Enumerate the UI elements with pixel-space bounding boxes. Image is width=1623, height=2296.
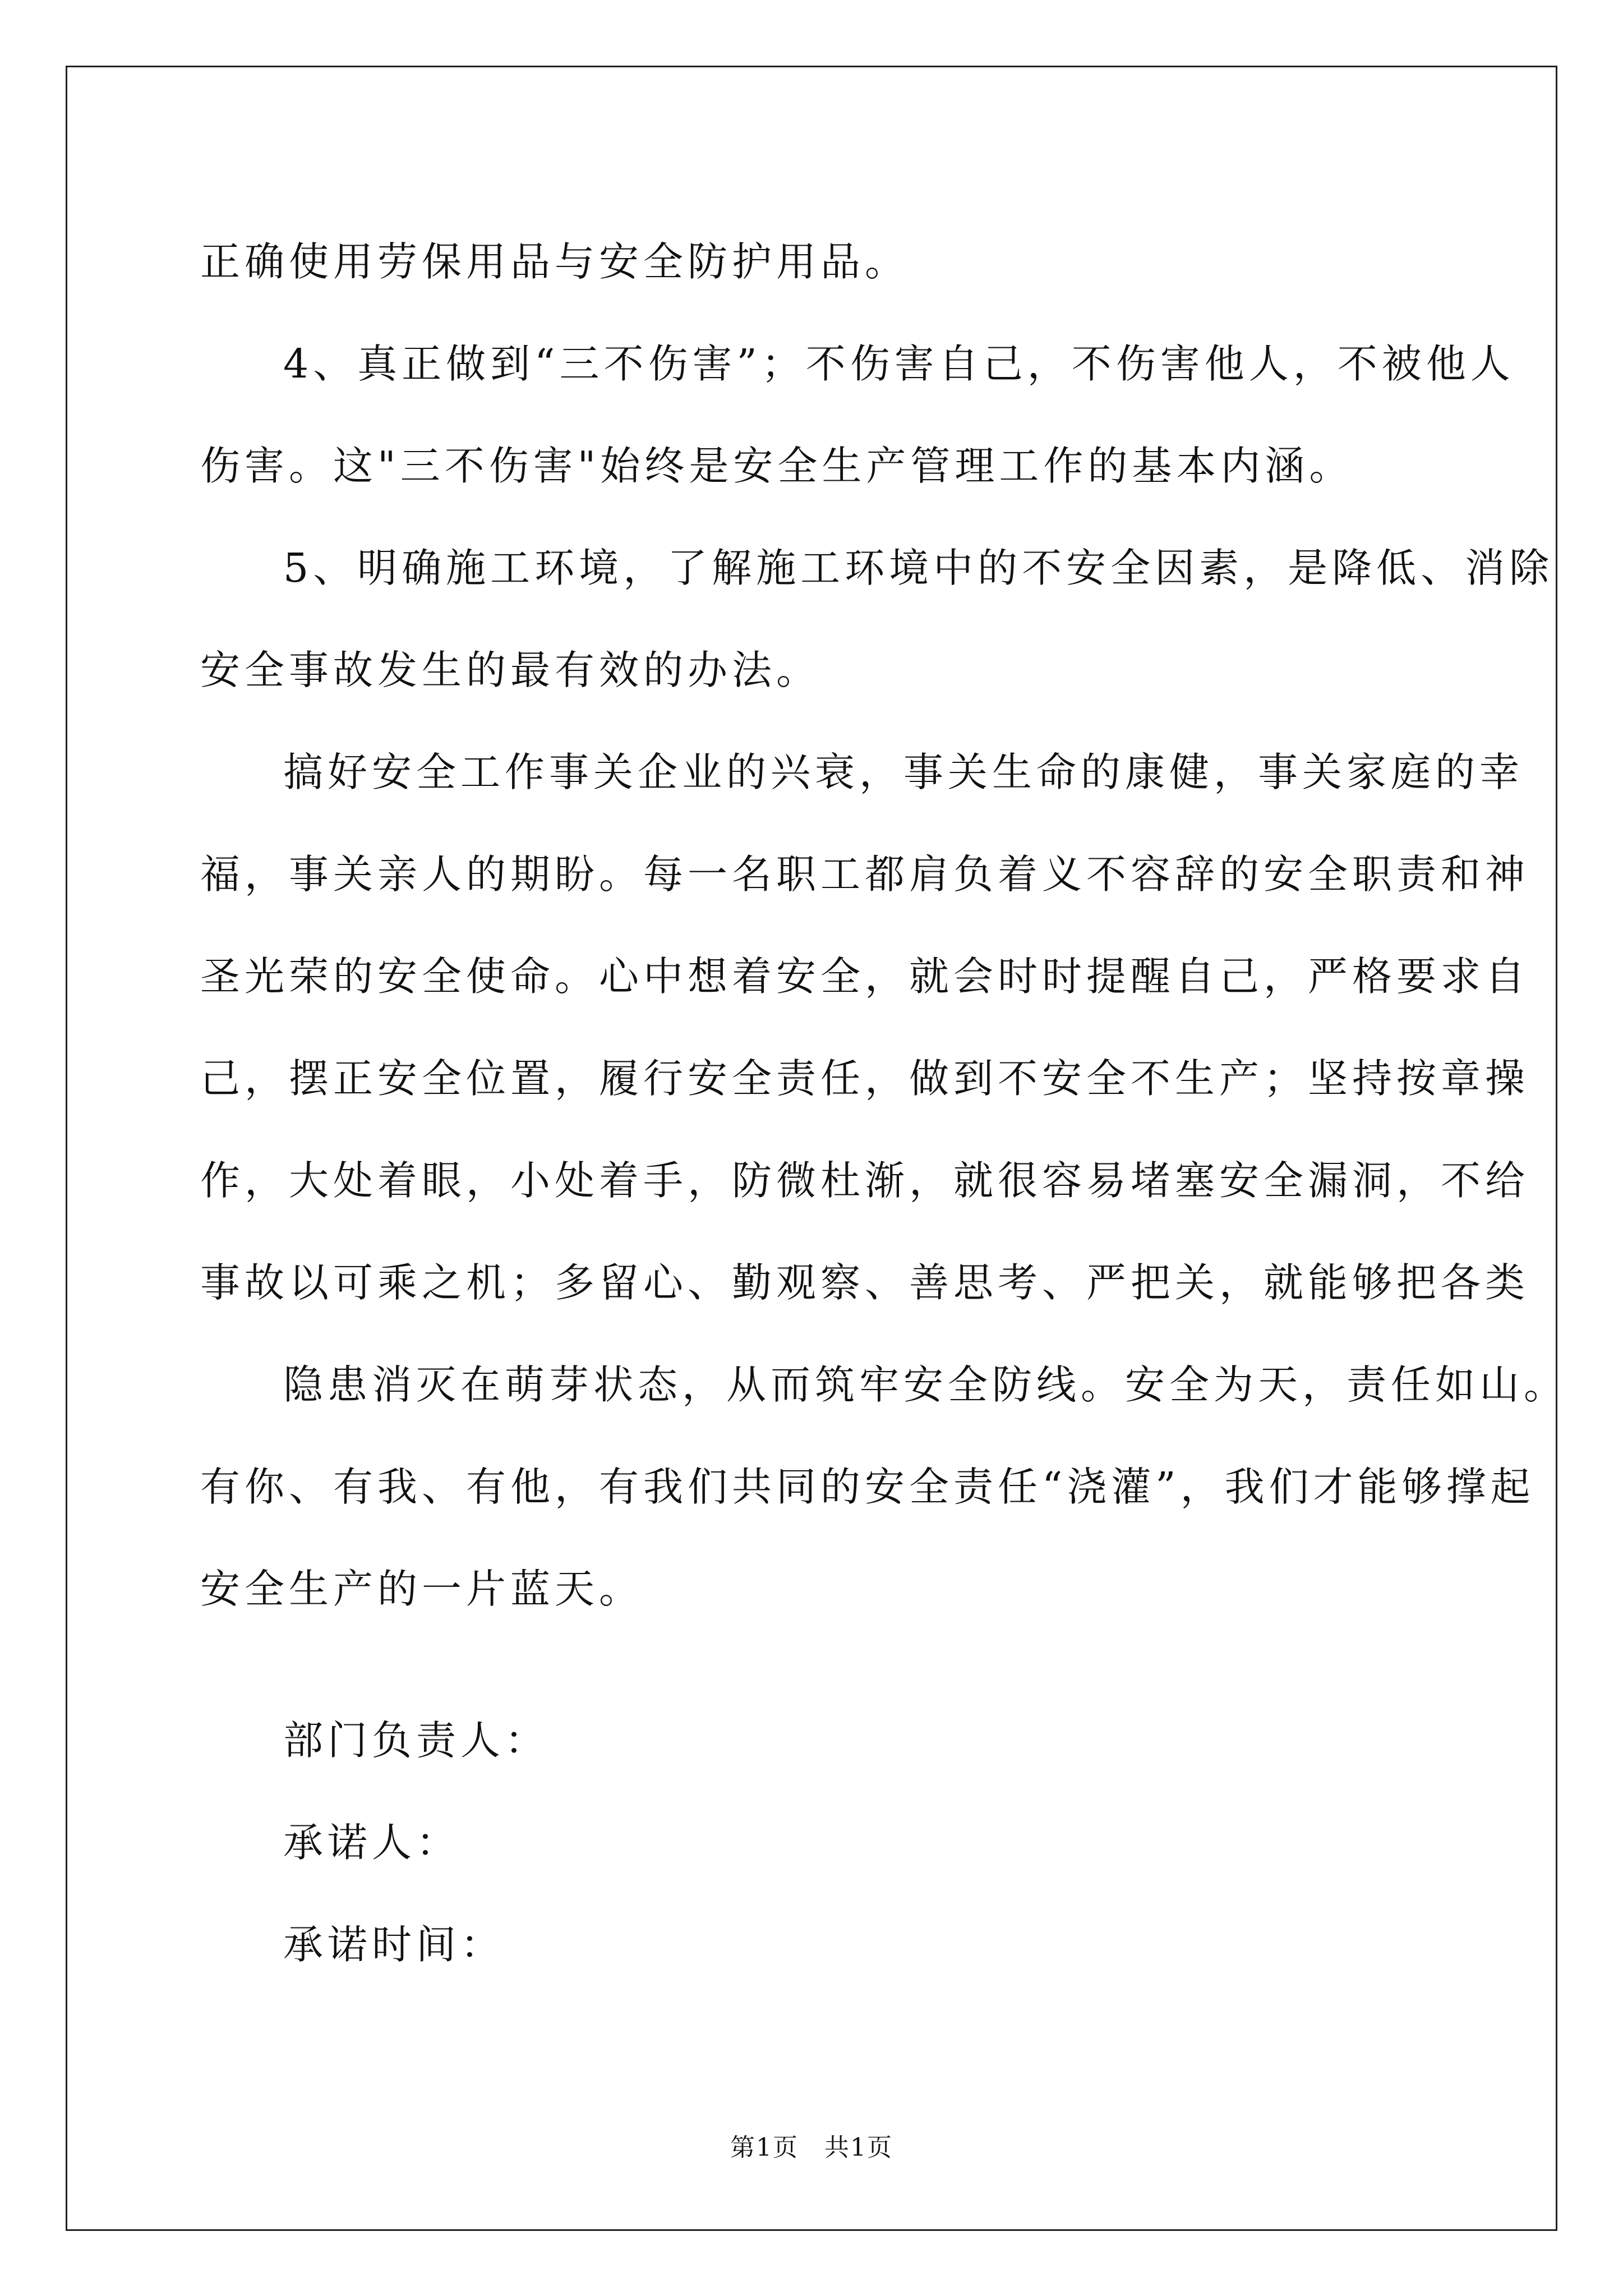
- text-line: 有你、有我、有他，有我们共同的安全责任“浇灌”，我们才能够撑起: [200, 1464, 1535, 1510]
- text-line: 安全事故发生的最有效的办法。: [200, 647, 821, 693]
- department-head-label: 部门负责人：: [283, 1717, 550, 1764]
- text-line: 5、明确施工环境，了解施工环境中的不安全因素，是降低、消除: [283, 545, 1554, 591]
- text-line: 事故以可乘之机；多留心、勤观察、善思考、严把关，就能够把各类: [200, 1259, 1530, 1306]
- text-line: 伤害。这"三不伤害"始终是安全生产管理工作的基本内涵。: [200, 443, 1354, 489]
- text-line: 隐患消灭在萌芽状态，从而筑牢安全防线。安全为天，责任如山。: [283, 1361, 1569, 1408]
- page-footer: 第1页 共1页: [730, 2133, 893, 2162]
- text-line: 安全生产的一片蓝天。: [200, 1566, 644, 1612]
- body-text: [200, 211, 1569, 1640]
- text-line: 圣光荣的安全使命。心中想着安全，就会时时提醒自己，严格要求自: [200, 953, 1530, 1000]
- text-line: 正确使用劳保用品与安全防护用品。: [200, 238, 910, 285]
- text-line: 福，事关亲人的期盼。每一名职工都肩负着义不容辞的安全职责和神: [200, 851, 1530, 898]
- promisor-label: 承诺人：: [283, 1819, 461, 1866]
- text-line: 己，摆正安全位置，履行安全责任，做到不安全不生产；坚持按章操: [200, 1055, 1530, 1102]
- text-line: 4、真正做到“三不伤害”；不伤害自己，不伤害他人，不被他人: [283, 341, 1515, 387]
- text-line: 作，大处着眼，小处着手，防微杜渐，就很容易堵塞安全漏洞，不给: [200, 1157, 1530, 1204]
- promise-date-label: 承诺时间：: [283, 1921, 505, 1968]
- text-line: 搞好安全工作事关企业的兴衰，事关生命的康健，事关家庭的幸: [283, 749, 1524, 795]
- signature-section: [200, 1690, 549, 1996]
